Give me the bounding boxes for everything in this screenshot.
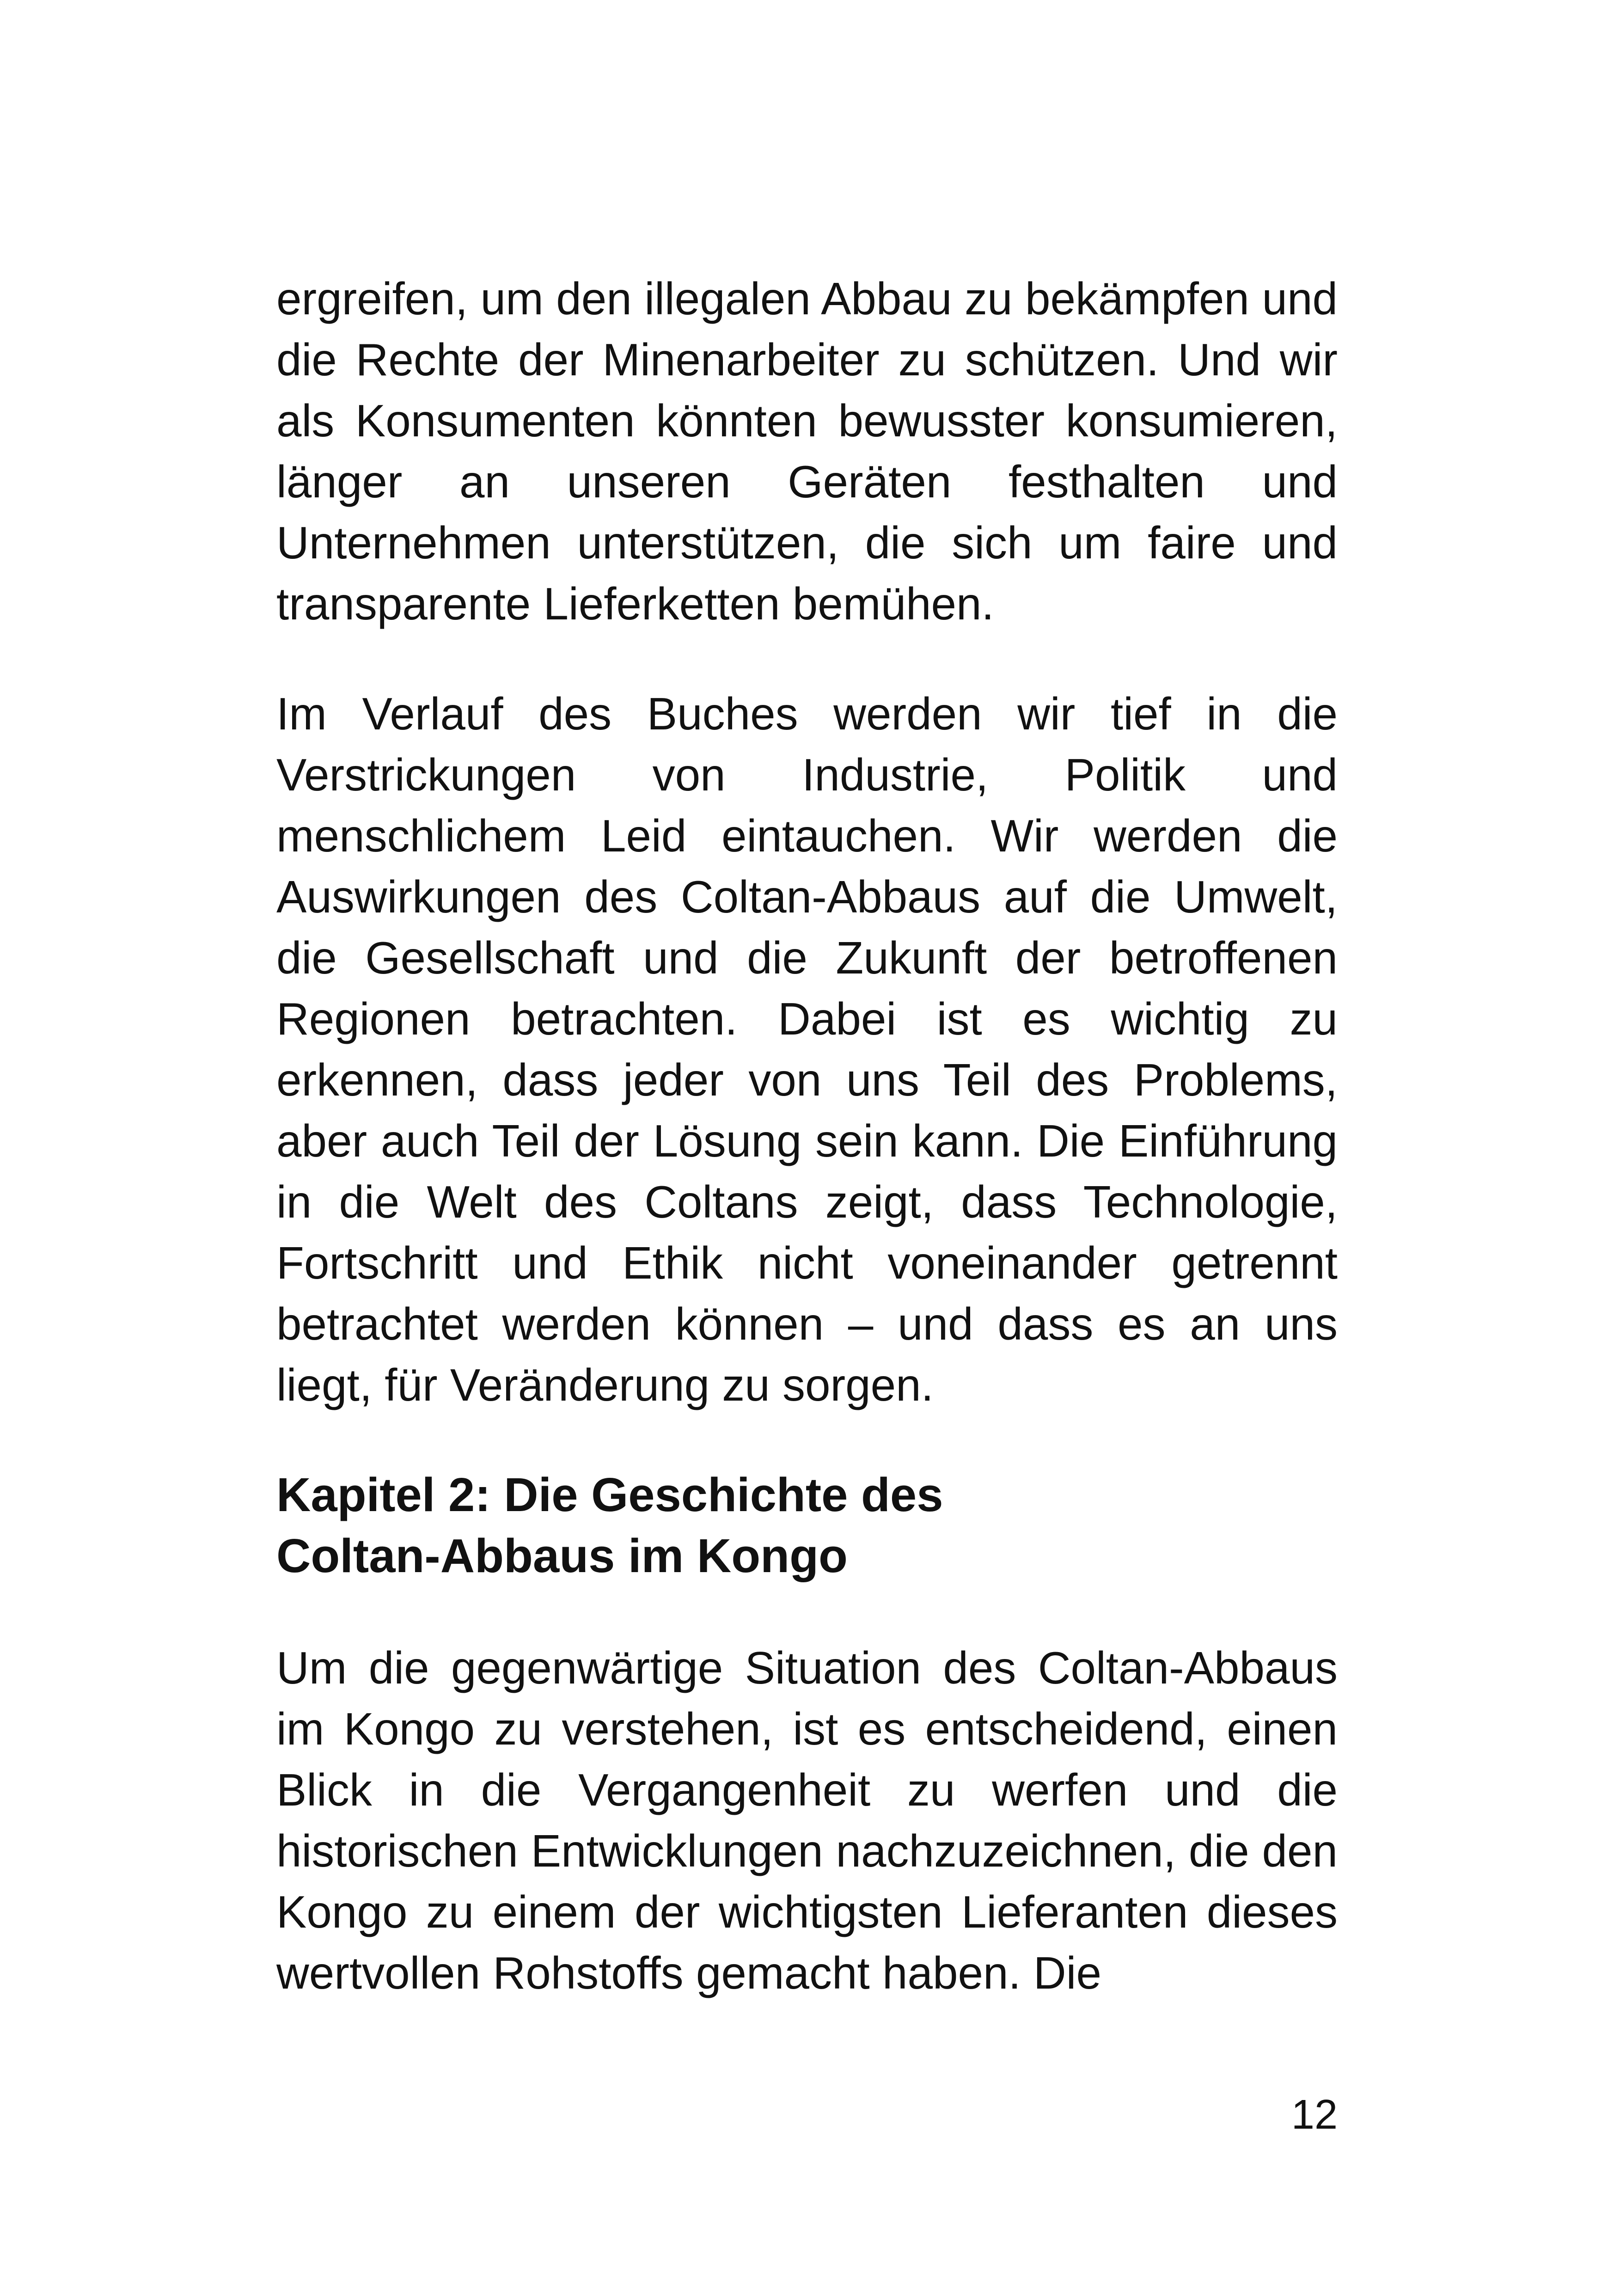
page-content [276, 268, 1338, 2003]
chapter-paragraph: Um die gegenwärtige Situation des Coltan-Abbaus im Kongo zu verstehen, ist es entscheidend, einen Blick in die Vergangenheit zu werfen und die historischen Entwicklungen nachzuzeichnen, die den Kongo zu einem der wichtigsten Lieferanten dieses wertvollen Rohstoffs gemacht haben. Die [276, 1642, 1338, 1998]
chapter-heading [276, 1464, 1338, 1586]
chapter-heading-line-2: Coltan-Abbaus im Kongo [276, 1529, 848, 1582]
paragraph-2: Im Verlauf des Buches werden wir tief in die Verstrickungen von Industrie, Politik und menschlichem Leid eintauchen. Wir werden die Auswirkungen des Coltan-Abbaus auf die Umwelt, die Gesellschaft und die Zukunft der betroffenen Regionen betrachten. Dabei ist es wichtig zu erkennen, dass jeder von uns Teil des Problems, aber auch Teil der Lösung sein kann. Die Einführung in die Welt des Coltans zeigt, dass Technologie, Fortschritt und Ethik nicht voneinander getrennt betrachtet werden können – und dass es an uns liegt, für Veränderung zu sorgen. [276, 688, 1338, 1410]
chapter-heading-line-1: Kapitel 2: Die Geschichte des [276, 1468, 943, 1521]
page-number: 12 [1291, 2092, 1338, 2138]
paragraph-1: ergreifen, um den illegalen Abbau zu bekämpfen und die Rechte der Minenarbeiter zu schützen. Und wir als Konsumenten könnten bewusster konsumieren, länger an unseren Geräten festhalten und Unternehmen unterstützen, die sich um faire und transparente Lieferketten bemühen. [276, 273, 1338, 629]
